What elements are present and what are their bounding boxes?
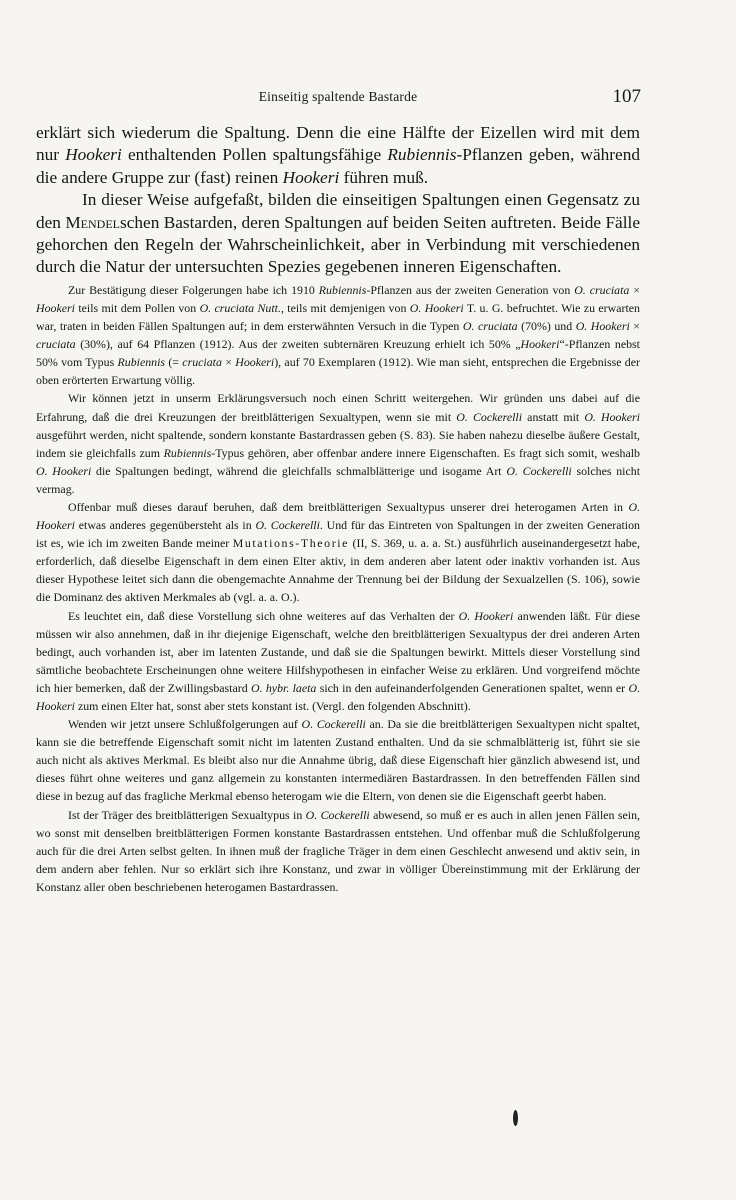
body-paragraph-1: erklärt sich wiederum die Spaltung. Denn die eine Hälfte der Eizellen wird mit dem nur Hookeri enthaltenden Pollen spaltungsfähige Rubiennis-Pflanzen geben, während die andere Gruppe zur (fast) reinen Hookeri führen muß. (36, 123, 641, 187)
small-paragraph-6: Ist der Träger des breitblätterigen Sexualtypus in O. Cockerelli abwesend, so muß er es auch in allen jenen Fällen sein, wo sonst mit denselben breitblätterigen Formen konstante Bastardrassen entstehen. Und offenbar muß die Schlußfolgerung auch für die drei Arten selbst gelten. In ihnen muß der fragliche Träger in dem einen Geschlecht anwesend und aktiv sein, in dem andern aber fehlen. Nur so erklärt sich ihre Konstanz, und zwar in völliger Übereinstimmung mit der Erklärung der Konstanz aller oben beschriebenen heterogamen Bastardrassen. (36, 807, 640, 894)
ink-speck (513, 1110, 518, 1126)
running-header (36, 86, 640, 108)
small-paragraph-5: Wenden wir jetzt unsere Schlußfolgerungen auf O. Cockerelli an. Da sie die breitblätterigen Sexualtypen nicht spaltet, kann sie die betreffende Eigenschaft somit nicht im latenten Zustand enthalten. Und da sie schmalblätterig ist, führt sie sie auch nicht als aktives Merkmal. Es bleibt also nur die Annahme übrig, daß diese Eigenschaft hier gänzlich abwesend ist, und dieses führt ohne weiteres und ganz allgemein zu konstanten intermediären Bastardrassen. In den betreffenden Fällen sind diese in bezug auf das fragliche Merkmal ebenso heterogam wie die Eltern, von denen sie die Eigenschaft geerbt haben. (36, 717, 640, 804)
page-body (36, 122, 640, 896)
body-paragraph-2: In dieser Weise aufgefaßt, bilden die einseitigen Spaltungen einen Gegensatz zu den Mendelschen Bastarden, deren Spaltungen auf beiden Seiten auftreten. Beide Fälle gehorchen den Regeln der Wahrscheinlichkeit, aber in Verbindung mit verschiedenen durch die Natur der untersuchten Spezies gegebenen inneren Eigenschaften. (36, 190, 640, 277)
small-paragraph-4: Es leuchtet ein, daß diese Vorstellung sich ohne weiteres auf das Verhalten der O. Hookeri anwenden läßt. Für diese müssen wir also annehmen, daß in ihr diejenige Eigenschaft, welche den breitblätterigen Sexualtypus der drei anderen Arten bedingt, auch vorhanden ist, aber im latenten Zustande, und daß sie die Spaltungen bewirkt. Mittels dieser Vorstellung sind sämtliche beobachtete Erscheinungen ohne weitere Hilfshypothesen in einfacher Weise zu erklären. Und vorgreifend möchte ich hier bemerken, daß der Zwillingsbastard O. hybr. laeta sich in den aufeinanderfolgenden Generationen spaltet, wenn er O. Hookeri zum einen Elter hat, sonst aber stets konstant ist. (Vergl. den folgenden Abschnitt). (36, 608, 640, 713)
small-paragraph-1: Zur Bestätigung dieser Folgerungen habe ich 1910 Rubiennis-Pflanzen aus der zweiten Generation von O. cruciata × Hookeri teils mit dem Pollen von O. cruciata Nutt., teils mit demjenigen von O. Hookeri T. u. G. befruchtet. Wie zu erwarten war, traten in beiden Fällen Spaltungen auf; in dem ersterwähnten Versuch in die Typen O. cruciata (70%) und O. Hookeri × cruciata (30%), auf 64 Pflanzen (1912). Aus der zweiten subternären Kreuzung erhielt ich 50% „Hookeri“-Pflanzen nebst 50% vom Typus Rubiennis (= cruciata × Hookeri), auf 70 Exemplaren (1912). Wie man sieht, entsprechen die Ergebnisse der oben erörterten Erwartung völlig. (36, 282, 640, 388)
small-paragraph-2: Wir können jetzt in unserm Erklärungsversuch noch einen Schritt weitergehen. Wir gründen uns dabei auf die Erfahrung, daß die drei Kreuzungen der breitblätterigen Sexualtypen, wenn sie mit O. Cockerelli anstatt mit O. Hookeri ausgeführt werden, nicht spaltende, sondern konstante Bastardrassen geben (S. 83). Sie haben nahezu dieselbe äußere Gestalt, indem sie gleichfalls zum Rubiennis-Typus gehören, aber offenbar andere innere Eigenschaften. Es fragt sich somit, weshalb O. Hookeri die Spaltungen bedingt, während die gleichfalls schmalblätterige und isogame Art O. Cockerelli solches nicht vermag. (36, 391, 640, 496)
running-head-title: Einseitig spaltende Bastarde (258, 89, 418, 104)
page-number: 107 (612, 86, 641, 107)
small-paragraph-3: Offenbar muß dieses darauf beruhen, daß dem breitblätterigen Sexualtypus unserer drei heterogamen Arten in O. Hookeri etwas anderes gegenübersteht als in O. Cockerelli. Und für das Eintreten von Spaltungen in der zweiten Generation ist es, wie ich im zweiten Bande meiner Mutations-Theorie (II, S. 369, u. a. a. St.) ausführlich auseinandergesetzt habe, erforderlich, daß dieselbe Eigenschaft in dem einen Elter aktiv, in dem anderen aber latent oder inaktiv vorhanden ist. Aus dieser Hypothese leitet sich dann die obengemachte Annahme der Trennung bei der Bildung der Sexualzellen (S. 106), sowie die Dominanz des aktiven Merkmales ab (vgl. a. a. O.). (36, 499, 640, 605)
